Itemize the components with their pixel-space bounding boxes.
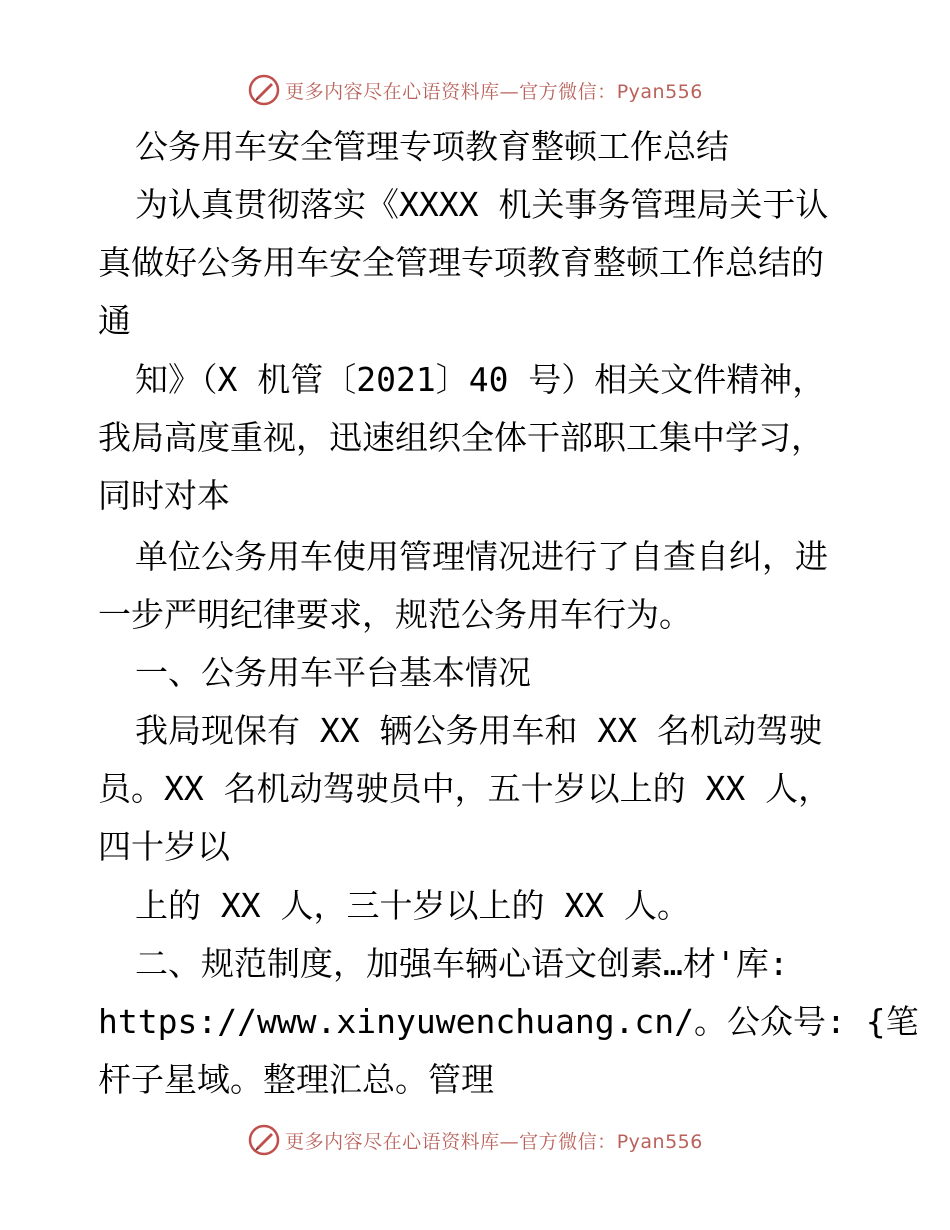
banner-wechat-id: Pyan556	[616, 80, 703, 103]
banner-wechat-id: Pyan556	[616, 1130, 703, 1153]
section-heading: 二、规范制度，加强车辆心语文创素…材'库:	[135, 944, 789, 983]
banner-separator: —	[499, 1130, 520, 1153]
banner-text: 更多内容尽在心语资料库	[285, 1130, 500, 1153]
body-line: 为认真贯彻落实《XXXX 机关事务管理局关于认	[135, 185, 829, 224]
body-line: https://www.xinyuwenchuang.cn/。公众号: {笔	[98, 1002, 919, 1041]
document-title: 公务用车安全管理专项教育整顿工作总结	[135, 127, 729, 166]
body-line: 杆子星域。整理汇总。管理	[98, 1060, 494, 1099]
body-line: 通	[98, 301, 131, 340]
body-line: 上的 XX 人，三十岁以上的 XX 人。	[135, 886, 690, 925]
body-line: 同时对本	[98, 476, 230, 515]
body-line: 单位公务用车使用管理情况进行了自查自纠，进	[135, 537, 828, 576]
pen-logo-icon	[247, 1123, 281, 1157]
body-line: 我局高度重视，迅速组织全体干部职工集中学习，	[98, 418, 824, 457]
footer-watermark-banner	[0, 1122, 950, 1158]
banner-text: 更多内容尽在心语资料库	[285, 80, 500, 103]
section-heading: 一、公务用车平台基本情况	[135, 653, 531, 692]
banner-suffix: 官方微信：	[519, 80, 617, 103]
body-line: 四十岁以	[98, 827, 230, 866]
body-line: 我局现保有 XX 辆公务用车和 XX 名机动驾驶	[135, 711, 822, 750]
pen-logo-icon	[247, 73, 281, 107]
header-watermark-banner	[0, 72, 950, 108]
body-line: 知》（X 机管〔2021〕40 号）相关文件精神，	[135, 360, 826, 399]
body-line: 真做好公务用车安全管理专项教育整顿工作总结的	[98, 243, 824, 282]
body-line: 一步严明纪律要求，规范公务用车行为。	[98, 595, 692, 634]
banner-suffix: 官方微信：	[519, 1130, 617, 1153]
body-line: 员。XX 名机动驾驶员中，五十岁以上的 XX 人，	[98, 769, 832, 808]
banner-separator: —	[499, 80, 520, 103]
